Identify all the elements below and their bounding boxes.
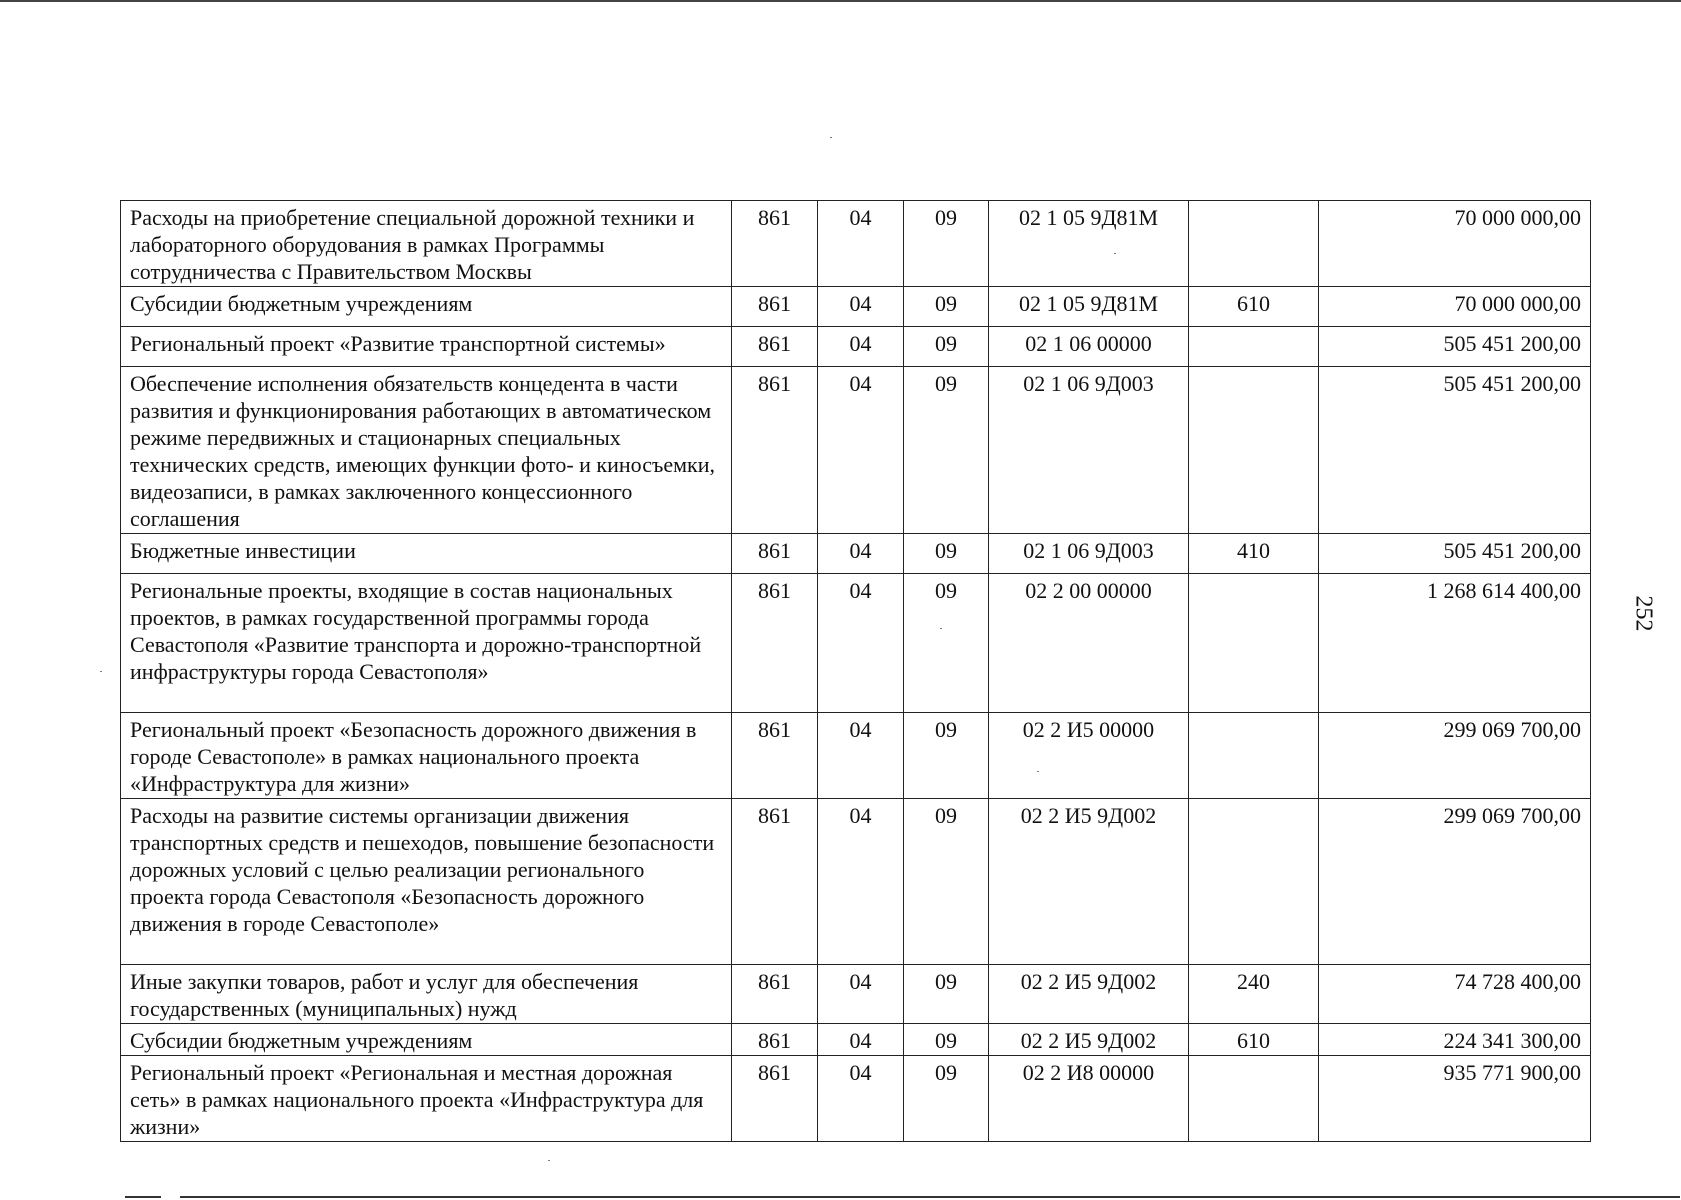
expense-type-code: [1189, 713, 1319, 799]
expense-type-code: 610: [1189, 287, 1319, 327]
page-number: 252: [1630, 595, 1657, 632]
table-row: [121, 965, 1591, 1024]
department-code: 861: [732, 534, 818, 574]
expense-name: Иные закупки товаров, работ и услуг для обеспечения государственных (муниципальных) нужд: [121, 965, 732, 1024]
section-code: 04: [818, 327, 904, 367]
target-article-code: 02 1 06 9Д003: [989, 534, 1189, 574]
department-code: 861: [732, 367, 818, 534]
subsection-code: 09: [904, 965, 989, 1024]
subsection-code: 09: [904, 201, 989, 287]
expense-type-code: [1189, 1056, 1319, 1142]
amount: 70 000 000,00: [1319, 287, 1591, 327]
scan-speck: [548, 1160, 550, 1161]
scan-speck: [830, 137, 832, 138]
target-article-code: 02 2 И5 9Д002: [989, 1024, 1189, 1056]
subsection-code: 09: [904, 287, 989, 327]
subsection-code: 09: [904, 367, 989, 534]
amount: 1 268 614 400,00: [1319, 574, 1591, 713]
target-article-code: 02 2 И5 9Д002: [989, 965, 1189, 1024]
section-code: 04: [818, 201, 904, 287]
target-article-code: 02 1 05 9Д81М: [989, 201, 1189, 287]
expense-name: Субсидии бюджетным учреждениям: [121, 287, 732, 327]
table-row: [121, 201, 1591, 287]
expense-type-code: 410: [1189, 534, 1319, 574]
target-article-code: 02 2 И5 9Д002: [989, 799, 1189, 965]
amount: 70 000 000,00: [1319, 201, 1591, 287]
target-article-code: 02 1 05 9Д81М: [989, 287, 1189, 327]
expense-type-code: 610: [1189, 1024, 1319, 1056]
expense-name: Региональные проекты, входящие в состав национальных проектов, в рамках государственной программы города Севастополя «Развитие транспорта и дорожно-транспортной инфраструктуры города Севастополя»: [121, 574, 732, 713]
section-code: 04: [818, 574, 904, 713]
amount: 224 341 300,00: [1319, 1024, 1591, 1056]
amount: 299 069 700,00: [1319, 713, 1591, 799]
target-article-code: 02 1 06 00000: [989, 327, 1189, 367]
subsection-code: 09: [904, 799, 989, 965]
department-code: 861: [732, 1024, 818, 1056]
expense-name: Субсидии бюджетным учреждениям: [121, 1024, 732, 1056]
amount: 505 451 200,00: [1319, 534, 1591, 574]
department-code: 861: [732, 713, 818, 799]
section-code: 04: [818, 1056, 904, 1142]
department-code: 861: [732, 1056, 818, 1142]
section-code: 04: [818, 534, 904, 574]
amount: 299 069 700,00: [1319, 799, 1591, 965]
expense-type-code: [1189, 327, 1319, 367]
scan-border-top: [0, 0, 1681, 2]
section-code: 04: [818, 713, 904, 799]
table-row: [121, 287, 1591, 327]
budget-allocation-table: [120, 200, 1591, 1142]
expense-name: Расходы на приобретение специальной дорожной техники и лабораторного оборудования в рамках Программы сотрудничества с Правительством Москвы: [121, 201, 732, 287]
scan-border-bottom: [125, 1196, 161, 1198]
amount: 74 728 400,00: [1319, 965, 1591, 1024]
target-article-code: 02 2 И5 00000: [989, 713, 1189, 799]
section-code: 04: [818, 367, 904, 534]
subsection-code: 09: [904, 327, 989, 367]
department-code: 861: [732, 799, 818, 965]
section-code: 04: [818, 799, 904, 965]
table-row: [121, 327, 1591, 367]
table-row: [121, 574, 1591, 713]
expense-type-code: [1189, 799, 1319, 965]
expense-type-code: [1189, 574, 1319, 713]
table-row: [121, 1024, 1591, 1056]
department-code: 861: [732, 327, 818, 367]
expense-name: Обеспечение исполнения обязательств концедента в части развития и функционирования работающих в автоматическом режиме передвижных и стационарных специальных технических средств, имеющих функции фото- и киносъемки, видеозаписи, в рамках заключенного концессионного соглашения: [121, 367, 732, 534]
expense-name: Региональный проект «Региональная и местная дорожная сеть» в рамках национального проекта «Инфраструктура для жизни»: [121, 1056, 732, 1142]
subsection-code: 09: [904, 1024, 989, 1056]
expense-type-code: [1189, 201, 1319, 287]
department-code: 861: [732, 201, 818, 287]
expense-name: Бюджетные инвестиции: [121, 534, 732, 574]
scan-speck: [100, 671, 102, 672]
section-code: 04: [818, 1024, 904, 1056]
department-code: 861: [732, 574, 818, 713]
target-article-code: 02 2 И8 00000: [989, 1056, 1189, 1142]
table-row: [121, 534, 1591, 574]
expense-type-code: 240: [1189, 965, 1319, 1024]
target-article-code: 02 1 06 9Д003: [989, 367, 1189, 534]
target-article-code: 02 2 00 00000: [989, 574, 1189, 713]
scan-border-bottom: [180, 1196, 1680, 1198]
department-code: 861: [732, 287, 818, 327]
table-row: [121, 799, 1591, 965]
expense-name: Региональный проект «Развитие транспортной системы»: [121, 327, 732, 367]
expense-name: Региональный проект «Безопасность дорожного движения в городе Севастополе» в рамках национального проекта «Инфраструктура для жизни»: [121, 713, 732, 799]
subsection-code: 09: [904, 1056, 989, 1142]
amount: 505 451 200,00: [1319, 367, 1591, 534]
subsection-code: 09: [904, 713, 989, 799]
expense-type-code: [1189, 367, 1319, 534]
department-code: 861: [732, 965, 818, 1024]
table-row: [121, 1056, 1591, 1142]
subsection-code: 09: [904, 534, 989, 574]
amount: 505 451 200,00: [1319, 327, 1591, 367]
amount: 935 771 900,00: [1319, 1056, 1591, 1142]
section-code: 04: [818, 287, 904, 327]
expense-name: Расходы на развитие системы организации движения транспортных средств и пешеходов, повышение безопасности дорожных условий с целью реализации регионального проекта города Севастополя «Безопасность дорожного движения в городе Севастополе»: [121, 799, 732, 965]
table-row: [121, 713, 1591, 799]
section-code: 04: [818, 965, 904, 1024]
subsection-code: 09: [904, 574, 989, 713]
table-row: [121, 367, 1591, 534]
